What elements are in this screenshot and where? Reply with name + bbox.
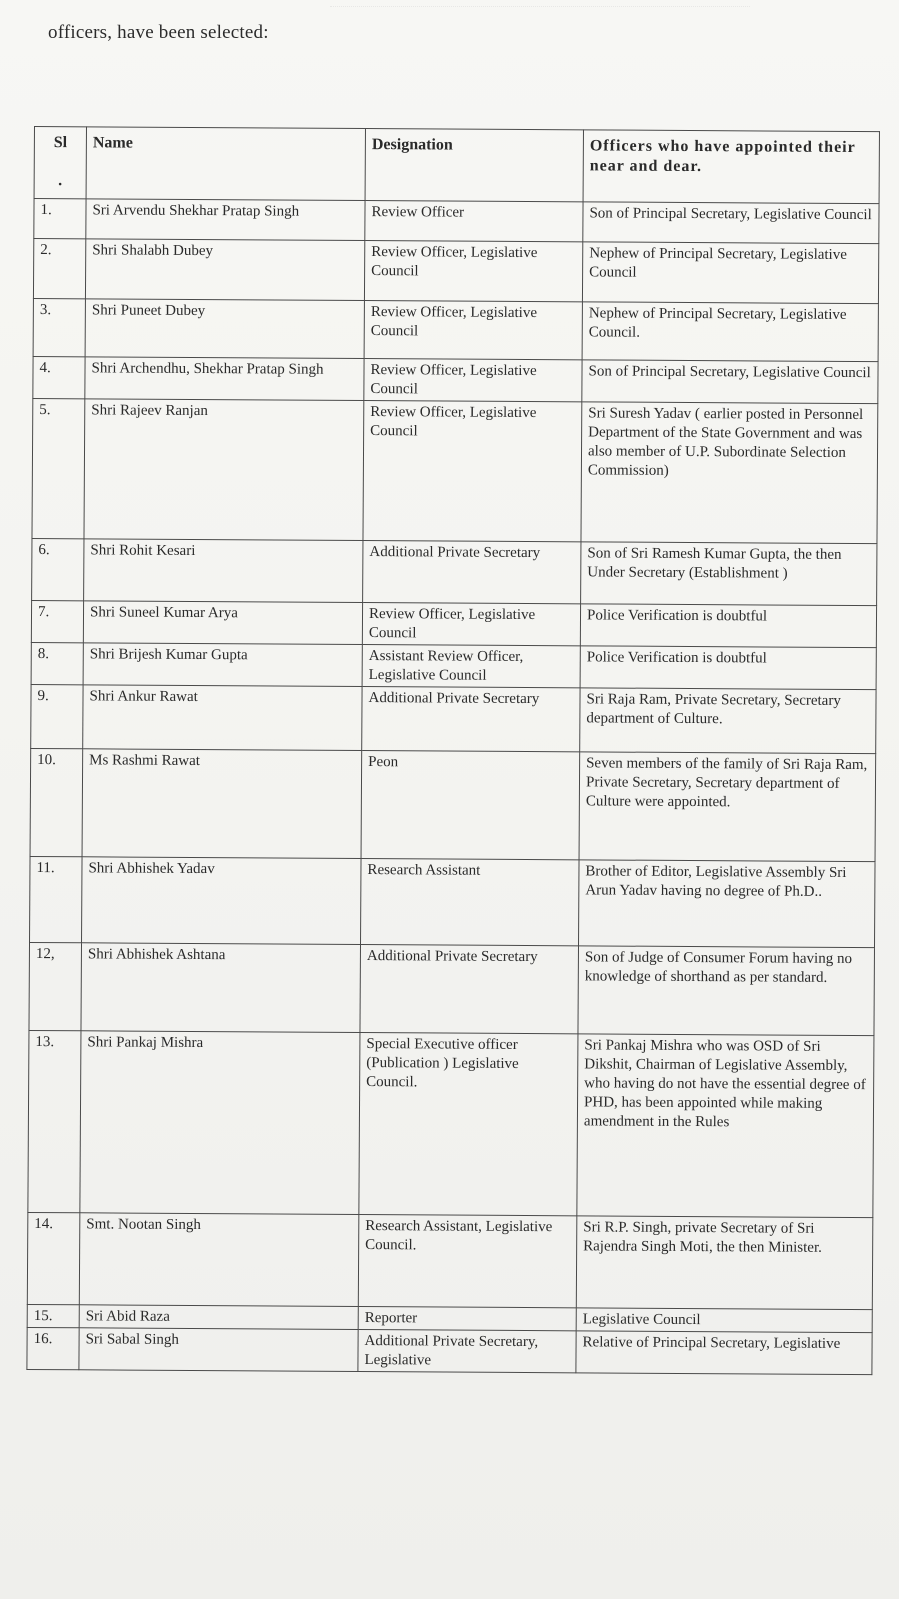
header-designation: Designation (365, 129, 583, 202)
table-row (32, 538, 877, 605)
cell-name: Ms Rashmi Rawat (82, 749, 362, 859)
cell-officers: Sri Pankaj Mishra who was OSD of Sri Dikshit, Chairman of Legislative Assembly, who having do not have the essential degree of PHD, has been appointed while making amendment in the Rules (577, 1034, 874, 1218)
cell-designation: Review Officer, Legislative Council (362, 603, 580, 646)
cell-officers: Son of Sri Ramesh Kumar Gupta, the then Under Secretary (Establishment ) (581, 542, 877, 606)
cell-designation: Peon (361, 751, 580, 860)
header-name: Name (86, 127, 365, 201)
cell-officers: Relative of Principal Secretary, Legislative (576, 1331, 872, 1375)
cell-designation: Additional Private Secretary (363, 541, 581, 604)
cell-officers: Son of Principal Secretary, Legislative Council (582, 360, 878, 404)
cell-sl: 6. (32, 538, 84, 600)
cell-designation: Assistant Review Officer, Legislative Council (362, 645, 580, 688)
cell-officers: Police Verification is doubtful (580, 646, 876, 690)
cell-sl: 7. (31, 600, 83, 642)
cell-sl: 3. (33, 298, 85, 356)
cell-name: Sri Abid Raza (79, 1305, 358, 1330)
cell-officers: Seven members of the family of Sri Raja Ram, Private Secretary, Secretary department of Culture were appointed. (579, 752, 876, 862)
cell-officers: Son of Principal Secretary, Legislative Council (583, 202, 879, 244)
cell-name: Shri Pankaj Mishra (80, 1031, 360, 1215)
header-sl-mark: . (58, 172, 63, 190)
cell-officers: Legislative Council (576, 1308, 872, 1333)
cell-designation: Special Executive officer (Publication ) Legislative Council. (359, 1033, 578, 1216)
cell-sl: 12, (29, 942, 82, 1030)
cell-officers: Son of Judge of Consumer Forum having no knowledge of shorthand as per standard. (578, 946, 875, 1036)
cell-name: Shri Abhishek Ashtana (81, 943, 361, 1033)
cell-name: Shri Archendhu, Shekhar Pratap Singh (85, 357, 364, 401)
cell-name: Sri Arvendu Shekhar Pratap Singh (86, 199, 365, 241)
table-row (34, 199, 879, 244)
cell-name: Sri Sabal Singh (79, 1328, 358, 1372)
cell-designation: Review Officer, Legislative Council (364, 241, 582, 302)
cell-sl: 16. (27, 1327, 79, 1369)
cell-name: Shri Abhishek Yadav (82, 857, 362, 945)
cell-designation: Review Officer (365, 201, 583, 242)
cell-officers: Sri Suresh Yadav ( earlier posted in Personnel Department of the State Government and was also member of U.P. Subordinate Selection Commission) (581, 402, 878, 544)
cell-name: Shri Brijesh Kumar Gupta (83, 643, 362, 687)
cell-officers: Police Verification is doubtful (580, 604, 876, 648)
cell-designation: Additional Private Secretary (362, 687, 580, 752)
cell-officers: Sri R.P. Singh, private Secretary of Sri Rajendra Singh Moti, the then Minister. (576, 1216, 873, 1310)
cell-sl: 4. (33, 356, 85, 398)
table-row (33, 239, 878, 304)
cell-designation: Additional Private Secretary (360, 945, 579, 1034)
table-row (30, 856, 876, 947)
cell-sl: 5. (32, 398, 85, 538)
cut-off-text-fragment (330, 0, 750, 7)
cell-sl: 9. (31, 684, 83, 748)
cell-sl: 10. (30, 748, 83, 856)
cell-sl: 2. (33, 239, 85, 299)
cell-designation: Research Assistant, Legislative Council. (358, 1215, 577, 1308)
cell-sl: 13. (28, 1030, 81, 1212)
cell-officers: Nephew of Principal Secretary, Legislative Council (582, 242, 878, 304)
table-row (31, 684, 876, 753)
cell-sl: 1. (34, 199, 86, 239)
appointments-table (26, 126, 880, 1375)
cell-designation: Reporter (358, 1307, 576, 1331)
cell-sl: 11. (30, 856, 83, 942)
cell-sl: 15. (27, 1304, 79, 1327)
cell-officers: Sri Raja Ram, Private Secretary, Secretary department of Culture. (580, 688, 876, 754)
cell-name: Shri Rohit Kesari (84, 539, 363, 603)
table-row (28, 1030, 874, 1217)
table-row (30, 748, 876, 861)
table-row (33, 298, 878, 361)
table-header-row (34, 127, 879, 204)
cell-sl: 8. (31, 642, 83, 684)
cell-name: Smt. Nootan Singh (79, 1213, 359, 1307)
table-row (29, 942, 875, 1035)
header-officers: Officers who have appointed their near and dear. (583, 130, 879, 204)
cell-designation: Review Officer, Legislative Council (364, 301, 582, 360)
cell-designation: Review Officer, Legislative Council (364, 359, 582, 402)
header-sl-label: Sl (53, 134, 68, 152)
table-row (27, 1327, 872, 1374)
cell-sl: 14. (27, 1212, 80, 1304)
cell-name: Shri Suneel Kumar Arya (83, 601, 362, 645)
cell-name: Shri Ankur Rawat (83, 685, 362, 751)
cell-designation: Review Officer, Legislative Council (363, 401, 582, 542)
intro-text: officers, have been selected: (48, 22, 269, 43)
table-row (27, 1212, 873, 1309)
cell-name: Shri Shalabh Dubey (85, 239, 364, 301)
cell-officers: Nephew of Principal Secretary, Legislative Council. (582, 302, 878, 362)
cell-name: Shri Rajeev Ranjan (84, 399, 364, 541)
cell-designation: Additional Private Secretary, Legislative (358, 1330, 576, 1373)
table-row (33, 356, 878, 403)
table-row (31, 642, 876, 689)
cell-name: Shri Puneet Dubey (85, 299, 364, 359)
cell-officers: Brother of Editor, Legislative Assembly Sri Arun Yadav having no degree of Ph.D.. (579, 860, 876, 948)
table-row (31, 600, 876, 647)
header-sl (34, 127, 86, 199)
table-row (32, 398, 878, 543)
cell-designation: Research Assistant (361, 859, 580, 946)
